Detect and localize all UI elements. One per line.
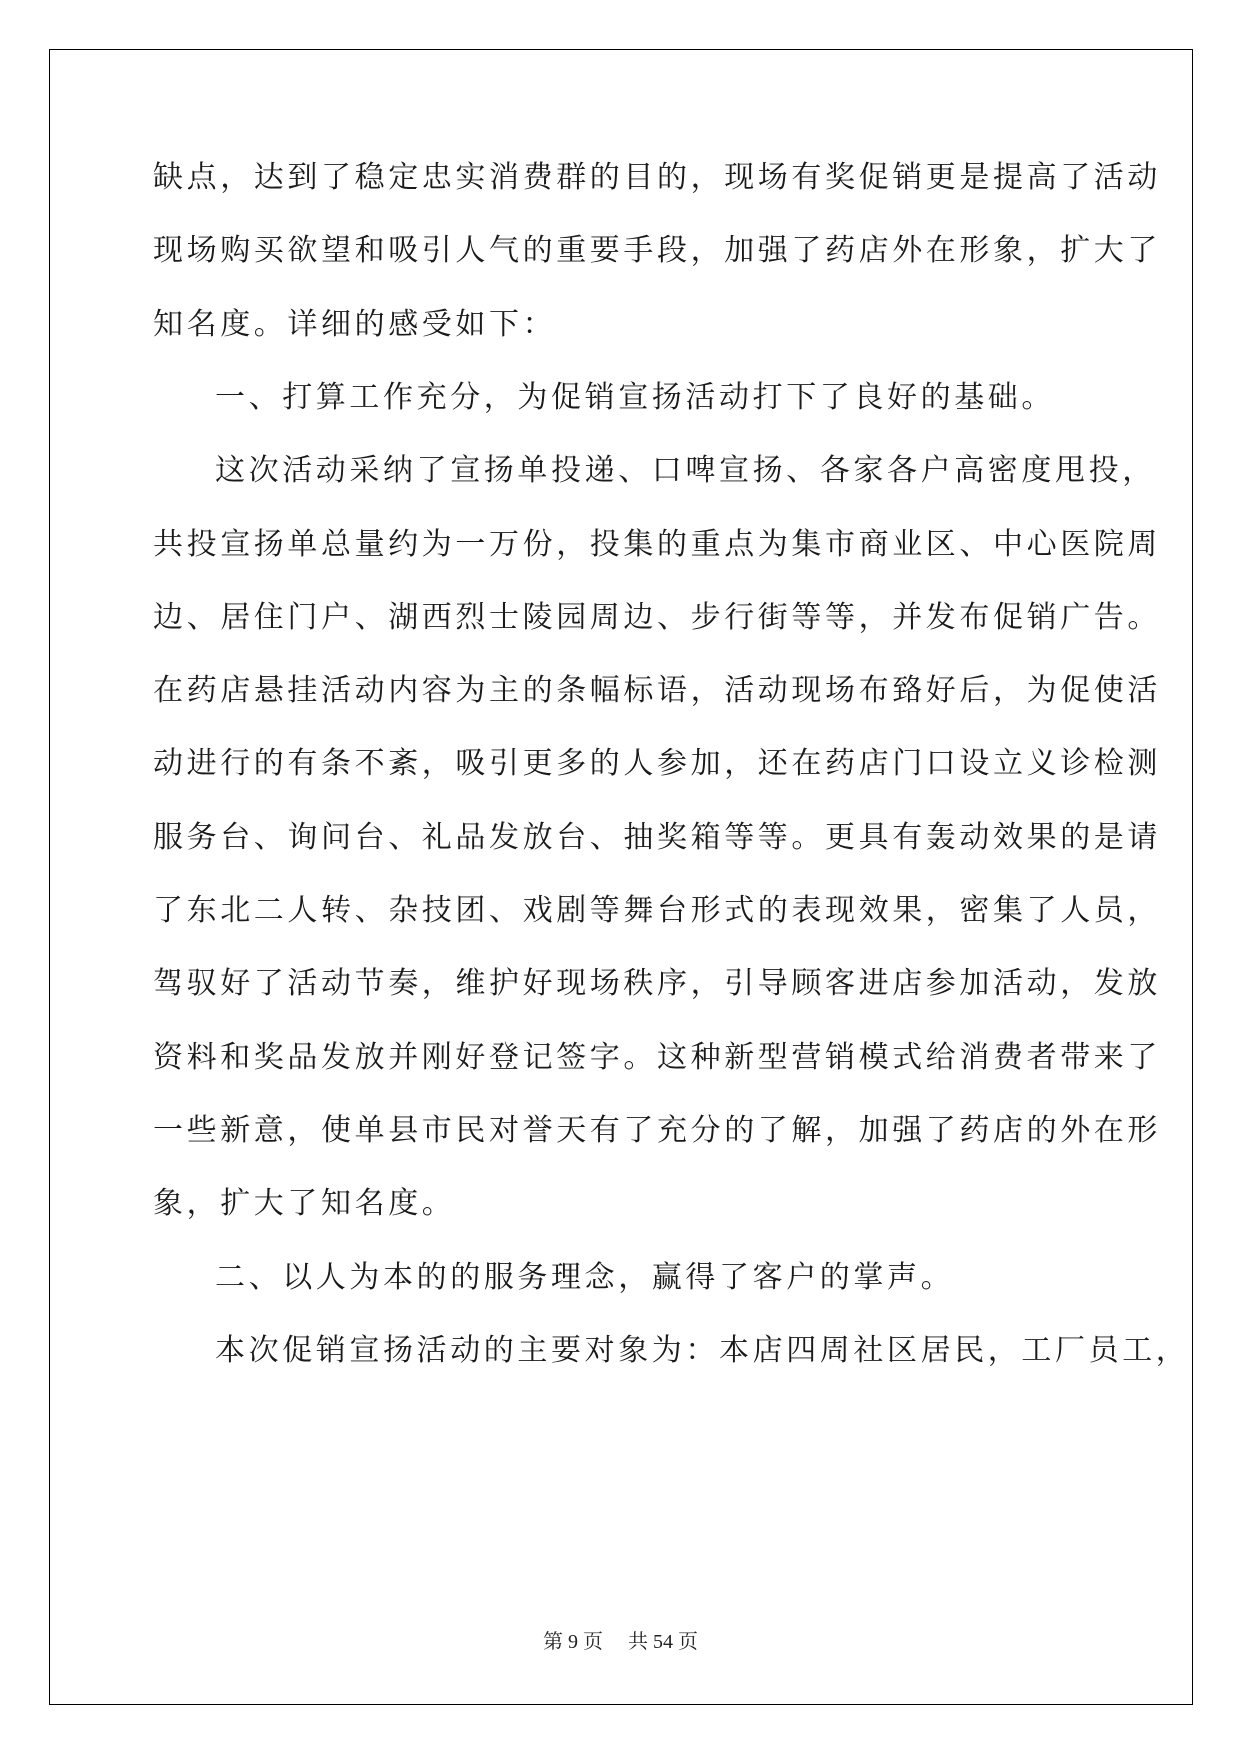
text-line: 象，扩大了知名度。 <box>153 1186 456 1222</box>
text-line: 在药店悬挂活动内容为主的条幅标语，活动现场布臵好后，为促使活 <box>153 673 1161 709</box>
text-line: 服务台、询问台、礼品发放台、抽奖箱等等。更具有轰动效果的是请 <box>153 819 1161 855</box>
text-line: 了东北二人转、杂技团、戏剧等舞台形式的表现效果，密集了人员， <box>153 893 1161 928</box>
text-line: 这次活动采纳了宣扬单投递、口啤宣扬、各家各户高密度甩投， <box>215 453 1156 489</box>
text-line: 动进行的有条不紊，吸引更多的人参加，还在药店门口设立义诊检测 <box>153 746 1161 782</box>
text-line: 缺点，达到了稳定忠实消费群的目的，现场有奖促销更是提高了活动 <box>153 160 1161 195</box>
text-line: 资料和奖品发放并刚好登记签字。这种新型营销模式给消费者带来了 <box>153 1039 1161 1075</box>
text-line: 现场购买欲望和吸引人气的重要手段，加强了药店外在形象，扩大了 <box>153 233 1161 269</box>
text-line: 本次促销宣扬活动的主要对象为：本店四周社区居民，工厂员工， <box>215 1332 1190 1368</box>
text-line: 共投宣扬单总量约为一万份，投集的重点为集市商业区、中心医院周 <box>153 526 1161 562</box>
text-line: 二、以人为本的的服务理念，赢得了客户的掌声。 <box>215 1259 955 1295</box>
page-footer <box>0 1625 1241 1654</box>
text-line: 一些新意，使单县市民对誉天有了充分的了解，加强了药店的外在形 <box>153 1112 1161 1148</box>
page-number: 第 9 页 共 54 页 <box>543 1631 698 1653</box>
text-line: 驾驭好了活动节奏，维护好现场秩序，引导顾客进店参加活动，发放 <box>153 966 1161 1002</box>
text-line: 一、打算工作充分，为促销宣扬活动打下了良好的基础。 <box>215 379 1055 415</box>
text-line: 知名度。详细的感受如下： <box>153 306 557 342</box>
text-line: 边、居住门户、湖西烈士陵园周边、步行街等等，并发布促销广告。 <box>153 599 1161 635</box>
page-border <box>49 49 1193 1705</box>
